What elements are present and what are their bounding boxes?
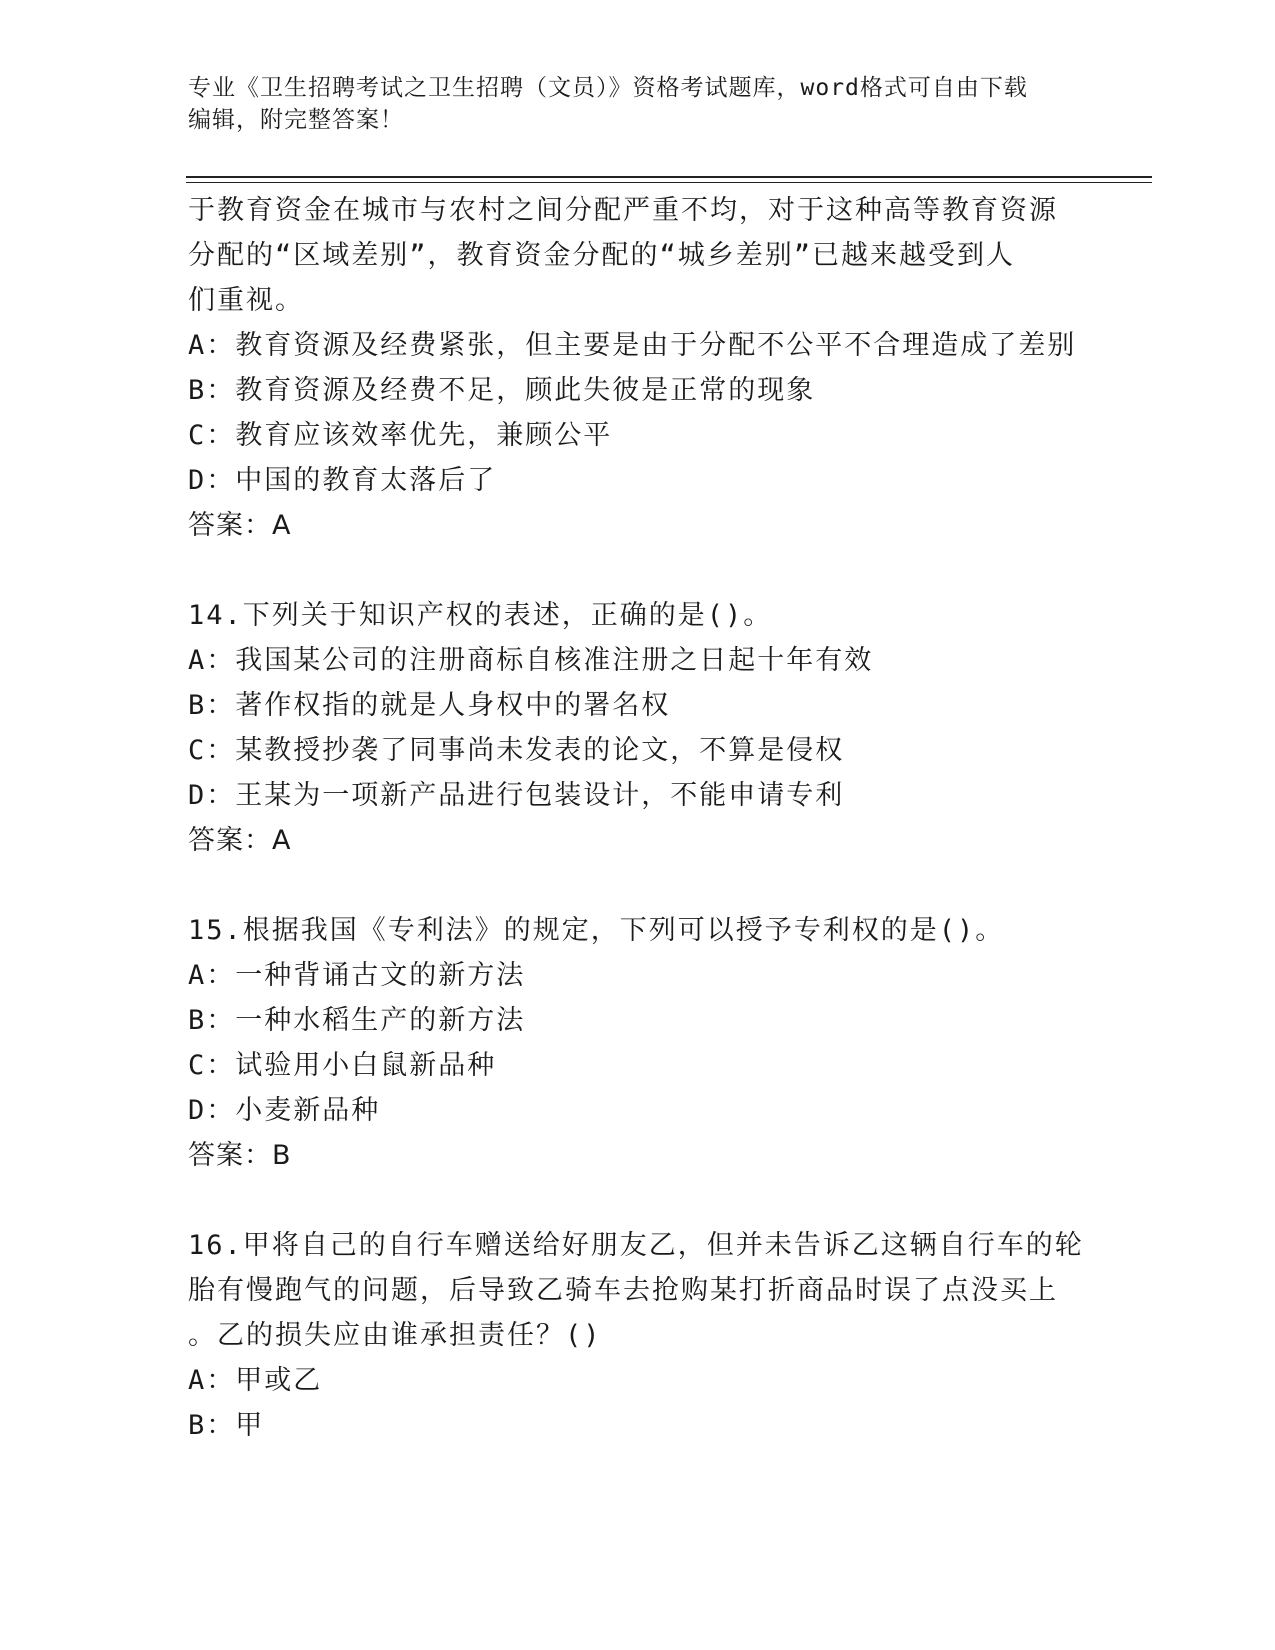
question-stem-line: 16.甲将自己的自行车赠送给好朋友乙，但并未告诉乙这辆自行车的轮 (188, 1230, 1084, 1261)
header-divider-thin (186, 182, 1152, 183)
question-text-line: 分配的“区域差别”，教育资金分配的“城乡差别”已越来越受到人 (188, 240, 1016, 271)
spacer (188, 548, 1088, 593)
option-b: B：著作权指的就是人身权中的署名权 (188, 690, 671, 721)
question-16 (188, 1223, 1088, 1448)
question-stem-line: 胎有慢跑气的问题，后导致乙骑车去抢购某打折商品时误了点没买上 (188, 1275, 1058, 1306)
answer-label: 答案：A (188, 510, 292, 541)
option-a: A：甲或乙 (188, 1365, 323, 1396)
option-a: A：教育资源及经费紧张，但主要是由于分配不公平不合理造成了差别 (188, 330, 1077, 361)
question-stem-line: 。乙的损失应由谁承担责任？() (188, 1320, 602, 1351)
header-divider-thick (186, 176, 1152, 178)
spacer (188, 863, 1088, 908)
option-d: D：王某为一项新产品进行包装设计，不能申请专利 (188, 780, 845, 811)
option-c: C：某教授抄袭了同事尚未发表的论文，不算是侵权 (188, 735, 845, 766)
answer-label: 答案：A (188, 825, 292, 856)
header-title-line-2: 编辑，附完整答案！ (188, 107, 404, 133)
question-13-continuation (188, 188, 1088, 548)
option-b: B：甲 (188, 1410, 265, 1441)
option-b: B：教育资源及经费不足，顾此失彼是正常的现象 (188, 375, 816, 406)
option-c: C：试验用小白鼠新品种 (188, 1050, 497, 1081)
header-title-line-1: 专业《卫生招聘考试之卫生招聘（文员）》资格考试题库，word格式可自由下载 (188, 75, 1028, 101)
question-text-line: 于教育资金在城市与农村之间分配严重不均，对于这种高等教育资源 (188, 195, 1058, 226)
spacer (188, 1178, 1088, 1223)
option-a: A：我国某公司的注册商标自核准注册之日起十年有效 (188, 645, 874, 676)
answer-label: 答案：B (188, 1140, 292, 1171)
question-text-line: 们重视。 (188, 285, 304, 316)
question-15 (188, 908, 1088, 1178)
question-list (188, 188, 1088, 1448)
question-stem: 15.根据我国《专利法》的规定，下列可以授予专利权的是()。 (188, 915, 1005, 946)
question-14 (188, 593, 1088, 863)
question-stem: 14.下列关于知识产权的表述，正确的是()。 (188, 600, 773, 631)
option-a: A：一种背诵古文的新方法 (188, 960, 526, 991)
document-header (188, 72, 1068, 136)
option-b: B：一种水稻生产的新方法 (188, 1005, 526, 1036)
option-c: C：教育应该效率优先，兼顾公平 (188, 420, 613, 451)
option-d: D：中国的教育太落后了 (188, 465, 497, 496)
option-d: D：小麦新品种 (188, 1095, 381, 1126)
